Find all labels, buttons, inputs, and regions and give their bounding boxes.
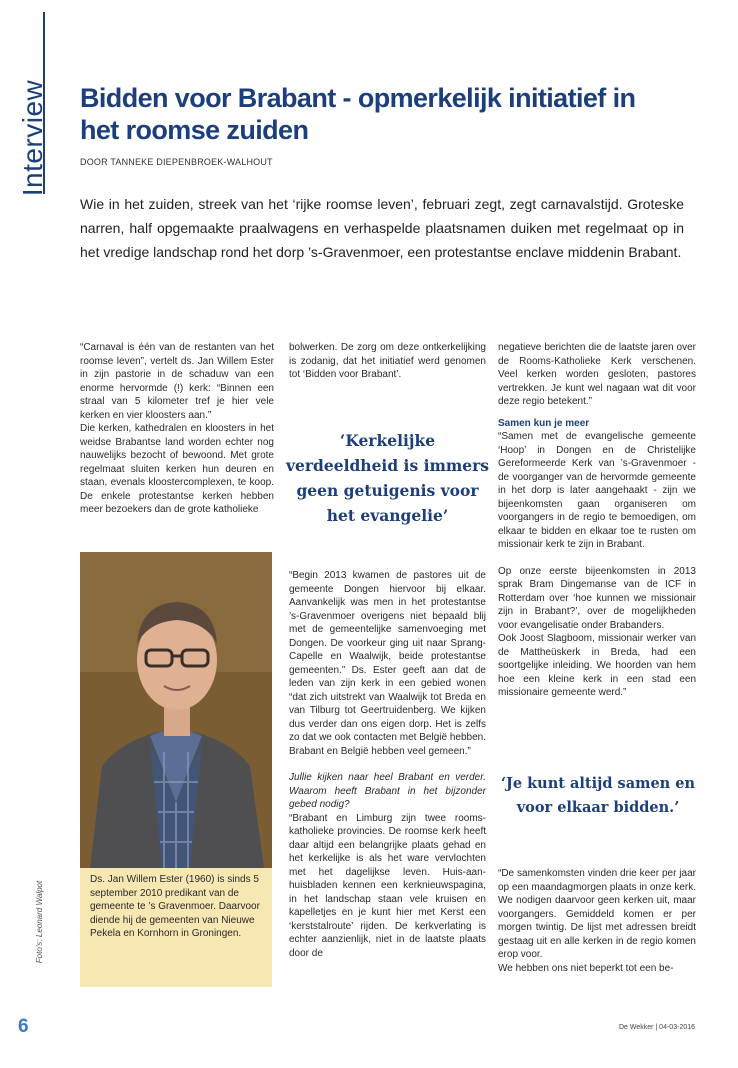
paragraph: “Samen met de evangelische gemeente ‘Hoop’ in Dongen en de Christelijke Gereformeerde Kerk van ’s-Gravenmoer - de voorganger van de hervormde gemeente in het dorp is later aangehaakt - zijn we bijeenkomsten gaan organiseren om voorgangers in de regio te bemoedigen, om elkaar te bidden en elkaar toe te rusten om missionair kerk te zijn in Brabant. [498,431,696,550]
pull-quote: ‘Je kunt altijd samen en voor elkaar bidden.’ [500,775,696,816]
subheading: Samen kun je meer [498,417,590,429]
article-title: Bidden voor Brabant - opmerkelijk initiatief in het roomse zuiden [80,83,636,145]
lead-paragraph: Wie in het zuiden, streek van het ‘rijke roomse leven’, februari zegt, zegt carnavalstijd. Groteske narren, half opgemaakte praalwagens en verhaspelde plaatsnamen duiken met regelmaat op in het vredige landschap rond het dorp ’s-Gravenmoer, een protestantse enclave middenin Brabant. [80,196,684,260]
byline: DOOR TANNEKE DIEPENBROEK-WALHOUT [80,157,273,167]
paragraph: Op onze eerste bijeenkomsten in 2013 sprak Bram Dingemanse van de ICF in Rotterdam over ‘hoe kunnen we missionair zijn in Brabant?’, over de mogelijkheden voor evangelisatie onder Brabanders. [498,565,696,631]
paragraph: “Carnaval is één van de restanten van het roomse leven”, vertelt ds. Jan Willem Ester in zijn pastorie in de schaduw van een enorme hervormde (!) kerk: “Binnen een straal van 5 kilometer tref je hier vele kerken en vier kloosters aan.” [80,342,274,421]
column-1 [80,341,274,517]
column-2-top [289,341,486,382]
paragraph: Ook Joost Slagboom, missionair werker van de Mattheüskerk in Breda, had een soortgelijke inleiding. We hoorden van hem hoe een kleine kerk in een stad een missionaire gemeente werd.” [498,633,696,698]
paragraph: negatieve berichten die de laatste jaren over de Rooms-Katholieke Kerk verschenen. Veel kerken worden gesloten, pastores vertrekken. Je kunt wel nagaan wat dit voor deze regio betekent.” [498,342,696,407]
portrait-photo [80,552,272,868]
paragraph: “De samenkomsten vinden drie keer per jaar op een maandagmorgen plaats in onze kerk. We nodigen daarvoor geen kerken uit, maar voorgangers. Gemiddeld komen er per morgen twintig. De lijst met adressen breidt gestaag uit en alle kerken in de regio komen erop voor. [498,868,696,960]
paragraph: Die kerken, kathedralen en kloosters in het weidse Brabantse land worden echter nog nauwelijks bezocht of bewoond. Met grote regelmaat sluiten kerken hun deuren en staan, evenals kloostercomplexen, te koop. De enkele protestantse kerken hebben meer bezoekers dan de grote katholieke [80,423,274,515]
column-3-top [498,341,696,700]
paragraph: bolwerken. De zorg om deze ontkerkelijking is zodanig, dat het initiatief werd genomen tot ‘Bidden voor Brabant’. [289,342,486,380]
column-2-bottom [289,569,486,960]
photo-caption: Ds. Jan Willem Ester (1960) is sinds 5 september 2010 predikant van de gemeente te ’s Gravenmoer. Daarvoor diende hij de gemeenten van Nieuwe Pekela en Kornhorn in Groningen. [90,874,260,939]
paragraph: “Brabant en Limburg zijn twee rooms-katholieke provincies. De roomse kerk heeft daar altijd een belangrijke plaats gehad en het kerkelijke is als het ware vervlochten met het dagelijkse leven. Huis-aan-huisbladen kennen een kerknieuwspagina, in het landschap staan vele kruisen en kapelletjes en je kunt hier met Kerst een ‘kerststalroute’ rijden. De kerkverlating is echter aanzienlijk, niet in de laatste plaats door de [289,812,486,959]
page-number: 6 [18,1016,29,1037]
interview-question: Jullie kijken naar heel Brabant en verder. Waarom heeft Brabant in het bijzonder gebed nodig? [289,772,486,810]
column-3-bottom [498,867,696,975]
pull-quote: ‘Kerkelijke verdeeldheid is immers geen getuigenis voor het evangelie’ [285,431,490,525]
section-label: Interview [17,79,48,197]
paragraph: “Begin 2013 kwamen de pastores uit de gemeente Dongen hiervoor bij elkaar. Aanvankelijk was men in het protestantse ’s-Gravenmoer overigens niet bepaald blij met de gemeentelijke samenvoeging met Dongen. De voorkeur ging uit naar Sprang-Capelle en Waalwijk, beide protestantse gemeenten.” Ds. Ester geeft aan dat de leden van zijn kerk in een gebied wonen “dat zich uitstrekt van Waalwijk tot Breda en van Tilburg tot Geertruidenberg. We kijken dus verder dan ons eigen dorp. Het is zelfs zo dat we ook contacten met België hebben. Brabant en België hebben veel gemeen.” [289,570,486,757]
footer-publication: De Wekker | 04-03-2016 [618,1024,695,1031]
photo-credit: Foto’s: Leonard Walpot [35,880,44,964]
portrait-illustration [80,552,272,868]
paragraph: We hebben ons niet beperkt tot een be- [498,962,674,974]
